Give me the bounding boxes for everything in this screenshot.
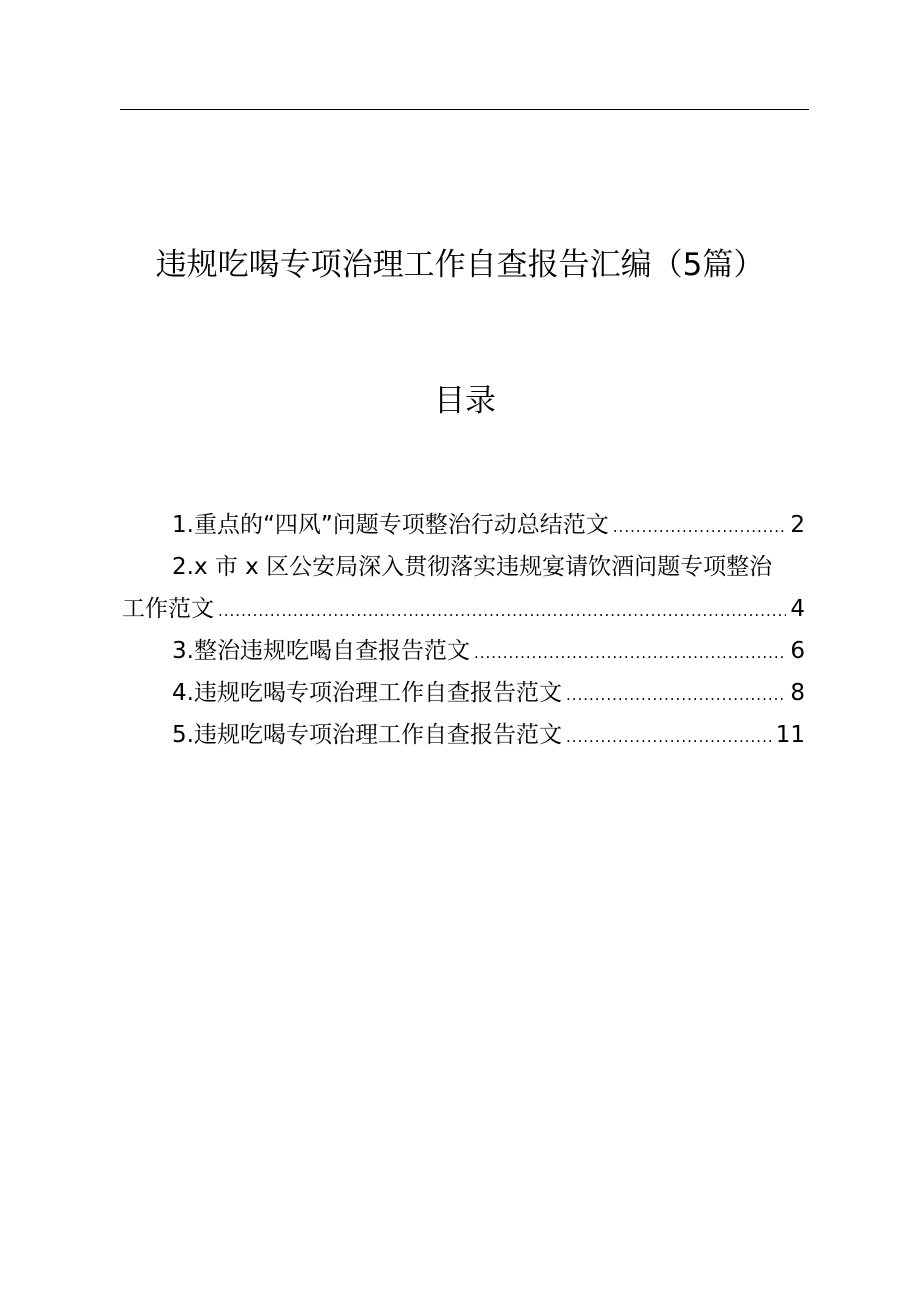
toc-heading: 目录 <box>434 383 496 419</box>
toc-entry-page: 4 <box>790 596 805 622</box>
toc-entry-1[interactable] <box>122 504 805 546</box>
toc-entry-text: 5.违规吃喝专项治理工作自查报告范文 <box>172 722 562 748</box>
toc-entry-text: 3.整治违规吃喝自查报告范文 <box>172 638 470 664</box>
toc-entry-page: 2 <box>790 512 805 538</box>
toc-entry-page: 8 <box>790 680 805 706</box>
dot-leader <box>613 506 787 548</box>
toc-entry-5[interactable] <box>122 714 805 756</box>
toc-entry-text-continued: 工作范文 <box>122 596 214 622</box>
toc-entry-3[interactable] <box>122 630 805 672</box>
document-title: 违规吃喝专项治理工作自查报告汇编（5篇） <box>155 247 765 283</box>
dot-leader <box>566 674 786 716</box>
header-rule <box>120 109 809 110</box>
toc-entry-page: 11 <box>775 722 805 748</box>
dot-leader <box>218 590 786 632</box>
dot-leader <box>474 632 786 674</box>
toc-entry-text: 4.违规吃喝专项治理工作自查报告范文 <box>172 680 562 706</box>
toc-entry-text: 1.重点的“四风”问题专项整治行动总结范文 <box>172 512 609 538</box>
dot-leader <box>566 716 772 758</box>
table-of-contents <box>122 504 805 756</box>
toc-entry-page: 6 <box>790 638 805 664</box>
toc-entry-2[interactable] <box>122 546 805 630</box>
toc-entry-text: 2.x 市 x 区公安局深入贯彻落实违规宴请饮酒问题专项整治 <box>172 554 773 580</box>
toc-entry-4[interactable] <box>122 672 805 714</box>
